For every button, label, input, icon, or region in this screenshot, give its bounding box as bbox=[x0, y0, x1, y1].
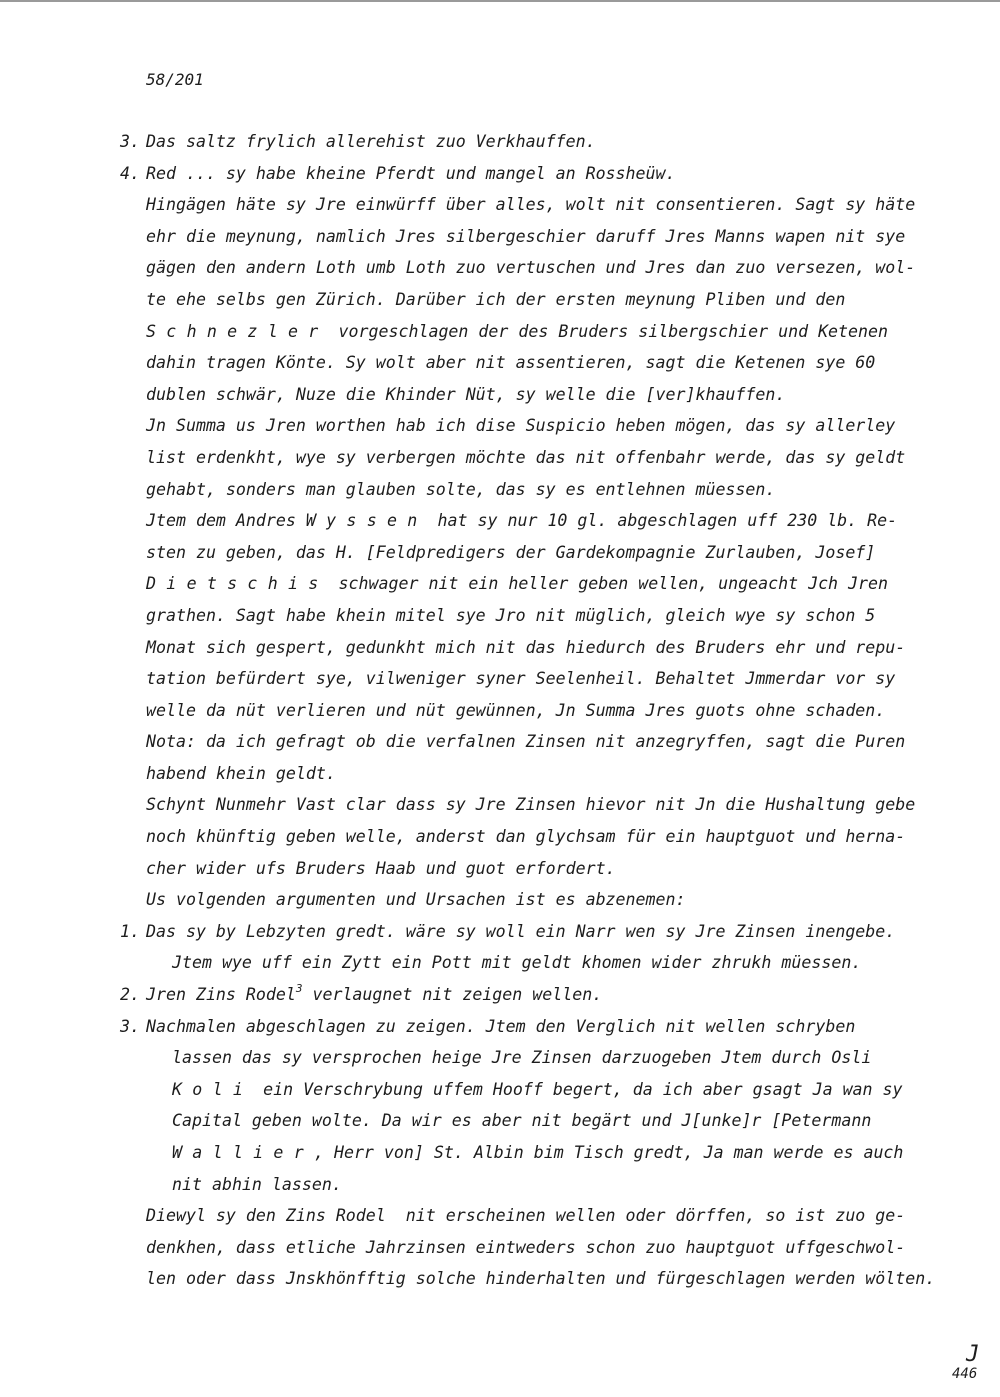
handwritten-mark: J bbox=[966, 1342, 980, 1367]
text-line bbox=[0, 474, 1000, 506]
text-line bbox=[0, 252, 1000, 284]
scan-top-edge bbox=[0, 0, 1000, 2]
line-text: Nota: da ich gefragt ob die verfalnen Zinsen nit anzegryffen, sagt die Puren bbox=[146, 732, 906, 752]
text-line bbox=[0, 505, 1000, 537]
text-line bbox=[0, 1105, 1000, 1137]
list-number: 2. bbox=[120, 985, 140, 1005]
list-number: 4. bbox=[120, 163, 140, 183]
line-text: gehabt, sonders man glauben solte, das sy es entlehnen müessen. bbox=[146, 479, 776, 499]
list-number: 3. bbox=[120, 132, 140, 151]
text-line bbox=[0, 884, 1000, 916]
text-line bbox=[0, 347, 1000, 379]
text-line bbox=[0, 853, 1000, 885]
text-line bbox=[0, 221, 1000, 253]
text-line bbox=[0, 758, 1000, 790]
line-text: Monat sich gespert, gedunkht mich nit das hiedurch des Bruders ehr und repu- bbox=[146, 637, 906, 657]
line-text: habend khein geldt. bbox=[146, 763, 336, 783]
text-line bbox=[0, 126, 1000, 158]
line-text: , Herr von] St. Albin bim Tisch gredt, Ja man werde es auch bbox=[313, 1143, 904, 1162]
text-line bbox=[0, 979, 1000, 1011]
text-line bbox=[0, 726, 1000, 758]
text-line bbox=[0, 695, 1000, 727]
text-line bbox=[0, 632, 1000, 664]
footnote-marker: 3 bbox=[295, 982, 303, 996]
text-line bbox=[0, 1011, 1000, 1043]
line-text: cher wider ufs Bruders Haab und guot erfordert. bbox=[146, 858, 616, 878]
spaced-name: Wallier bbox=[172, 1143, 314, 1162]
line-text: Us volgenden argumenten und Ursachen ist es abzenemen: bbox=[146, 890, 686, 910]
line-text: hat sy nur 10 gl. abgeschlagen uff 230 lb. Re- bbox=[427, 511, 898, 531]
line-text: gägen den andern Loth umb Loth zuo vertuschen und Jres dan zuo versezen, wol- bbox=[146, 258, 916, 278]
text-line bbox=[0, 158, 1000, 190]
line-text: te ehe selbs gen Zürich. Darüber ich der ersten meynung Pliben und den bbox=[146, 289, 846, 309]
line-text: sten zu geben, das H. [Feldpredigers der Gardekompagnie Zurlauben, Josef] bbox=[146, 542, 876, 562]
line-text: dahin tragen Könte. Sy wolt aber nit assentieren, sagt die Ketenen sye 60 bbox=[146, 353, 876, 373]
text-line bbox=[0, 663, 1000, 695]
line-text: Hingägen häte sy Jre einwürff über alles, wolt nit consentieren. Sagt sy häte bbox=[146, 195, 916, 215]
line-text: Jtem wye uff ein Zytt ein Pott mit geldt khomen wider zhrukh müessen. bbox=[172, 953, 862, 973]
text-line bbox=[0, 1042, 1000, 1074]
line-text: tation befürdert sye, vilweniger syner Seelenheil. Behaltet Jmmerdar vor sy bbox=[146, 669, 896, 689]
line-text: len oder dass Jnskhönfftig solche hinderhalten und fürgeschlagen werden wölten. bbox=[146, 1269, 936, 1289]
text-line bbox=[0, 284, 1000, 316]
list-number: 1. bbox=[120, 921, 140, 941]
spaced-name: Koli bbox=[172, 1079, 254, 1099]
document-body bbox=[0, 126, 1000, 1295]
line-text: vorgeschlagen der des Bruders silbergschier und Ketenen bbox=[328, 321, 889, 341]
line-text: verlaugnet nit zeigen wellen. bbox=[302, 985, 603, 1005]
spaced-name: Schnezler bbox=[146, 321, 329, 341]
text-line bbox=[0, 1137, 1000, 1169]
spaced-name: Wyssen bbox=[305, 511, 428, 531]
line-text: Nachmalen abgeschlagen zu zeigen. Jtem den Verglich nit wellen schryben bbox=[146, 1016, 856, 1036]
line-text: ein Verschrybung uffem Hooff begert, da ich aber gsagt Ja wan sy bbox=[253, 1079, 903, 1099]
list-number: 3. bbox=[120, 1016, 140, 1036]
text-line bbox=[0, 410, 1000, 442]
line-text: dublen schwär, Nuze die Khinder Nüt, sy welle die [ver]khauffen. bbox=[146, 384, 786, 404]
line-text: Jtem dem Andres bbox=[146, 511, 306, 531]
text-line bbox=[0, 1074, 1000, 1106]
line-text: schwager nit ein heller geben wellen, ungeacht Jch Jren bbox=[328, 574, 889, 594]
line-text: nit abhin lassen. bbox=[172, 1174, 342, 1194]
line-text: grathen. Sagt habe khein mitel sye Jro nit müglich, gleich wye sy schon 5 bbox=[146, 605, 876, 625]
line-text: Das saltz frylich allerehist zuo Verkhauffen. bbox=[146, 132, 596, 151]
line-text: lassen das sy versprochen heige Jre Zinsen darzuogeben Jtem durch Osli bbox=[172, 1048, 872, 1068]
text-line bbox=[0, 568, 1000, 600]
line-text: ehr die meynung, namlich Jres silbergeschier daruff Jres Manns wapen nit sye bbox=[146, 226, 906, 246]
spaced-name: Dietschis bbox=[146, 574, 329, 594]
text-line bbox=[0, 537, 1000, 569]
line-text: welle da nüt verlieren und nüt gewünnen, Jn Summa Jres guots ohne schaden. bbox=[146, 700, 886, 720]
line-text: denkhen, dass etliche Jahrzinsen eintweders schon zuo hauptguot uffgeschwol- bbox=[146, 1237, 906, 1257]
line-text: list erdenkht, wye sy verbergen möchte das nit offenbahr werde, das sy geldt bbox=[146, 447, 906, 467]
text-line bbox=[0, 1232, 1000, 1264]
line-text: Das sy by Lebzyten gredt. wäre sy woll ein Narr wen sy Jre Zinsen inengebe. bbox=[146, 921, 896, 941]
line-text: Capital geben wolte. Da wir es aber nit begärt und J[unke]r [Petermann bbox=[172, 1111, 872, 1131]
text-line bbox=[0, 600, 1000, 632]
text-line bbox=[0, 316, 1000, 348]
line-text: Diewyl sy den Zins Rodel nit erscheinen wellen oder dörffen, so ist zuo ge- bbox=[146, 1206, 906, 1226]
text-line bbox=[0, 947, 1000, 979]
line-text: Red ... sy habe kheine Pferdt und mangel an Rossheüw. bbox=[146, 163, 676, 183]
text-line bbox=[0, 189, 1000, 221]
line-text: Jn Summa us Jren worthen hab ich dise Suspicio heben mögen, das sy allerley bbox=[146, 416, 896, 436]
line-text: Jren Zins Rodel bbox=[146, 985, 296, 1005]
line-text: Schynt Nunmehr Vast clar dass sy Jre Zinsen hievor nit Jn die Hushaltung gebe bbox=[146, 795, 916, 815]
text-line bbox=[0, 1169, 1000, 1201]
handwritten-page-number: 446 bbox=[952, 1366, 978, 1382]
page-reference: 58/201 bbox=[146, 70, 204, 89]
text-line bbox=[0, 789, 1000, 821]
text-line bbox=[0, 821, 1000, 853]
text-line bbox=[0, 1263, 1000, 1295]
text-line bbox=[0, 379, 1000, 411]
text-line bbox=[0, 1200, 1000, 1232]
line-text: noch khünftig geben welle, anderst dan glychsam für ein hauptguot und herna- bbox=[146, 827, 906, 847]
text-line bbox=[0, 916, 1000, 948]
text-line bbox=[0, 442, 1000, 474]
